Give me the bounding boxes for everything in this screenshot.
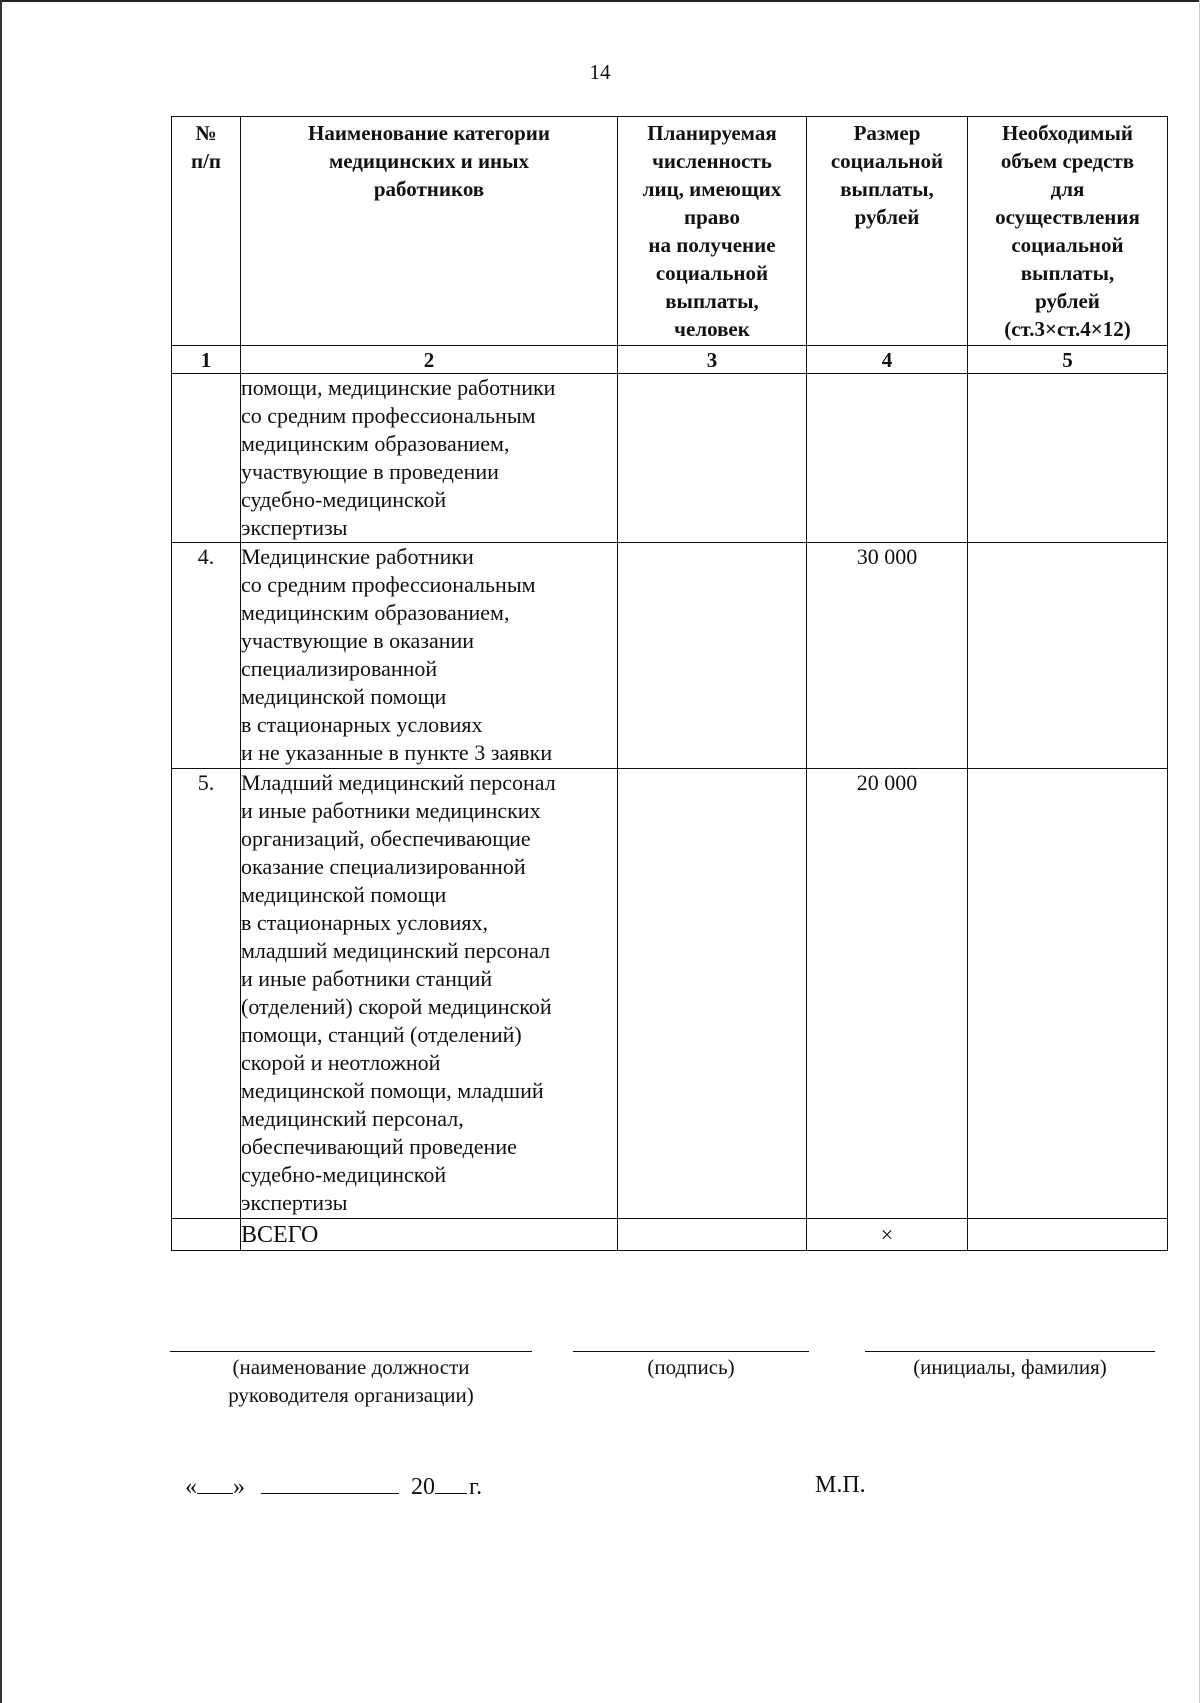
total-label: ВСЕГО	[241, 1219, 618, 1251]
header-col-3: Планируемая численность лиц, имеющих право на получение социальной выплаты, человек	[618, 117, 807, 346]
year-suffix: г.	[469, 1474, 483, 1500]
row-number: 4.	[172, 543, 241, 769]
year-blank	[435, 1471, 467, 1494]
table-row	[172, 543, 1168, 769]
header-col-5: Необходимый объем средств для осуществления социальной выплаты, рублей (ст.3×ст.4×12)	[968, 117, 1168, 346]
payment-amount: 30 000	[807, 543, 968, 769]
signature-caption: (подпись)	[647, 1355, 735, 1379]
scan-edge-top	[0, 0, 1200, 2]
category-name: помощи, медицинские работники со средним профессиональным медицинским образованием, участвующие в проведении судебно-медицинской экспертизы	[241, 374, 618, 543]
initials-caption: (инициалы, фамилия)	[913, 1355, 1107, 1379]
header-col-1: № п/п	[172, 117, 241, 346]
column-number: 5	[968, 346, 1168, 374]
position-caption: (наименование должности руководителя организации)	[228, 1355, 474, 1407]
signature-line	[573, 1351, 809, 1352]
required-funds	[968, 374, 1168, 543]
application-table	[171, 116, 1168, 1251]
planned-count	[618, 769, 807, 1219]
total-planned	[618, 1219, 807, 1251]
table-row	[172, 374, 1168, 543]
required-funds	[968, 769, 1168, 1219]
column-number: 1	[172, 346, 241, 374]
column-number: 2	[241, 346, 618, 374]
header-col-4: Размер социальной выплаты, рублей	[807, 117, 968, 346]
column-number-row	[172, 346, 1168, 374]
table-row	[172, 769, 1168, 1219]
table-header-row	[172, 117, 1168, 346]
date-line	[185, 1471, 482, 1501]
planned-count	[618, 543, 807, 769]
column-number: 4	[807, 346, 968, 374]
total-funds	[968, 1219, 1168, 1251]
category-name: Медицинские работники со средним профессиональным медицинским образованием, участвующие в оказании специализированной медицинской помощи в стационарных условиях и не указанные в пункте 3 заявки	[241, 543, 618, 769]
category-name: Младший медицинский персонал и иные работники медицинских организаций, обеспечивающие оказание специализированной медицинской помощи в стационарных условиях, младший медицинский персонал и иные работники станций (отделений) скорой медицинской помощи, станций (отделений) скорой и неотложной медицинской помощи, младший медицинский персонал, обеспечивающий проведение судебно-медицинской экспертизы	[241, 769, 618, 1219]
stamp-place: М.П.	[815, 1472, 866, 1498]
day-blank	[197, 1471, 233, 1494]
month-blank	[261, 1471, 399, 1494]
required-funds	[968, 543, 1168, 769]
total-amount-cross: ×	[807, 1219, 968, 1251]
year-prefix: 20	[411, 1474, 435, 1500]
payment-amount	[807, 374, 968, 543]
column-number: 3	[618, 346, 807, 374]
initials-signature-line	[865, 1351, 1155, 1352]
row-number	[172, 374, 241, 543]
date-close-quote: »	[233, 1474, 245, 1500]
date-open-quote: «	[185, 1474, 197, 1500]
payment-amount: 20 000	[807, 769, 968, 1219]
header-col-2: Наименование категории медицинских и иных работников	[241, 117, 618, 346]
position-signature-line	[170, 1351, 532, 1352]
total-row	[172, 1219, 1168, 1251]
total-row-number	[172, 1219, 241, 1251]
scan-edge-left	[0, 0, 2, 1703]
planned-count	[618, 374, 807, 543]
page-number: 14	[589, 60, 611, 84]
row-number: 5.	[172, 769, 241, 1219]
